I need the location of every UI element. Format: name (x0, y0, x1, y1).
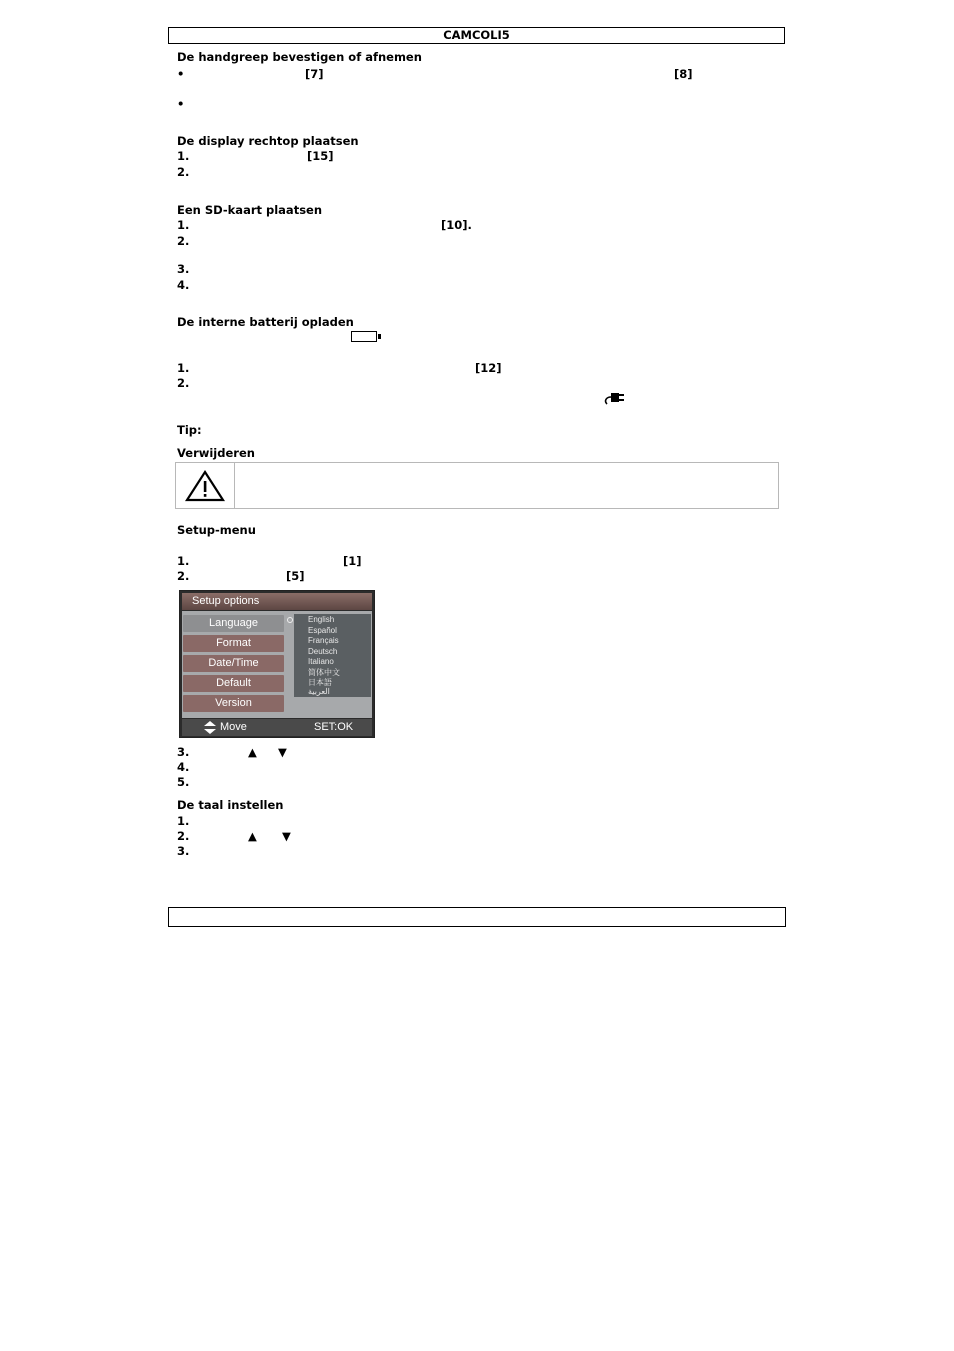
screen-body (182, 611, 372, 718)
battery-icon-tip (378, 334, 381, 339)
lang-option: Deutsch (308, 646, 338, 656)
header-title: CAMCOLI5 (443, 28, 510, 42)
menu-item-version: Version (183, 695, 284, 712)
lang-option: 日本語 (308, 678, 332, 687)
menu-item-default: Default (183, 675, 284, 692)
setup-step-3: 3. (177, 745, 190, 759)
sd-step-4: 4. (177, 278, 190, 292)
setup-step-4: 4. (177, 760, 190, 774)
taal-step-3: 3. (177, 844, 190, 858)
display-step-1: 1. (177, 149, 190, 163)
up-down-arrows-icon (204, 721, 216, 734)
heading-battery: De interne batterij opladen (177, 315, 354, 329)
move-label: Move (220, 721, 247, 733)
heading-taal: De taal instellen (177, 798, 284, 812)
lang-option: English (308, 615, 335, 624)
display-step-2: 2. (177, 165, 190, 179)
down-arrow-symbol: ▼ (282, 829, 291, 843)
heading-display: De display rechtop plaatsen (177, 134, 359, 148)
document-header (168, 27, 785, 44)
set-ok-label: SET:OK (314, 721, 354, 733)
lang-option: Español (308, 625, 337, 635)
sd-step-3: 3. (177, 262, 190, 276)
lang-option: Français (308, 636, 339, 645)
warning-box-divider (234, 463, 235, 508)
warning-triangle-icon (184, 469, 226, 503)
lang-option: Italiano (308, 657, 334, 666)
language-radio-indicator (287, 617, 293, 623)
ref-8: [8] (674, 67, 693, 81)
lang-option: العربية (308, 687, 330, 696)
menu-item-format: Format (183, 635, 284, 652)
screen-title: Setup options (182, 593, 372, 610)
sd-step-2: 2. (177, 234, 190, 248)
up-arrow-symbol: ▲ (248, 745, 257, 759)
ref-10: [10]. (441, 218, 472, 232)
power-plug-icon (602, 389, 626, 407)
menu-item-language: Language (183, 615, 284, 632)
heading-handgreep: De handgreep bevestigen of afnemen (177, 50, 422, 64)
down-arrow-symbol: ▼ (278, 745, 287, 759)
ref-5: [5] (286, 569, 305, 583)
document-footer (168, 907, 786, 927)
language-list (294, 614, 371, 697)
setup-screen (179, 590, 375, 738)
setup-step-5: 5. (177, 775, 190, 789)
heading-setup: Setup-menu (177, 523, 256, 537)
ref-12: [12] (475, 361, 502, 375)
taal-step-2: 2. (177, 829, 190, 843)
setup-step-2: 2. (177, 569, 190, 583)
lang-option: 简体中文 (308, 667, 340, 677)
taal-step-1: 1. (177, 814, 190, 828)
ref-1: [1] (343, 554, 362, 568)
bullet-2: • (177, 97, 185, 111)
heading-sd: Een SD-kaart plaatsen (177, 203, 323, 217)
battery-step-1: 1. (177, 361, 190, 375)
heading-verwijderen: Verwijderen (177, 446, 255, 460)
ref-7: [7] (305, 67, 324, 81)
battery-icon (351, 331, 377, 342)
bullet-1: • (177, 67, 185, 81)
menu-item-date-time: Date/Time (183, 655, 284, 672)
screen-bottom-bar (182, 719, 372, 736)
up-arrow-symbol: ▲ (248, 829, 257, 843)
warning-box (175, 462, 779, 509)
ref-15: [15] (307, 149, 334, 163)
sd-step-1: 1. (177, 218, 190, 232)
setup-step-1: 1. (177, 554, 190, 568)
tip-label: Tip: (177, 423, 202, 437)
battery-step-2: 2. (177, 376, 190, 390)
